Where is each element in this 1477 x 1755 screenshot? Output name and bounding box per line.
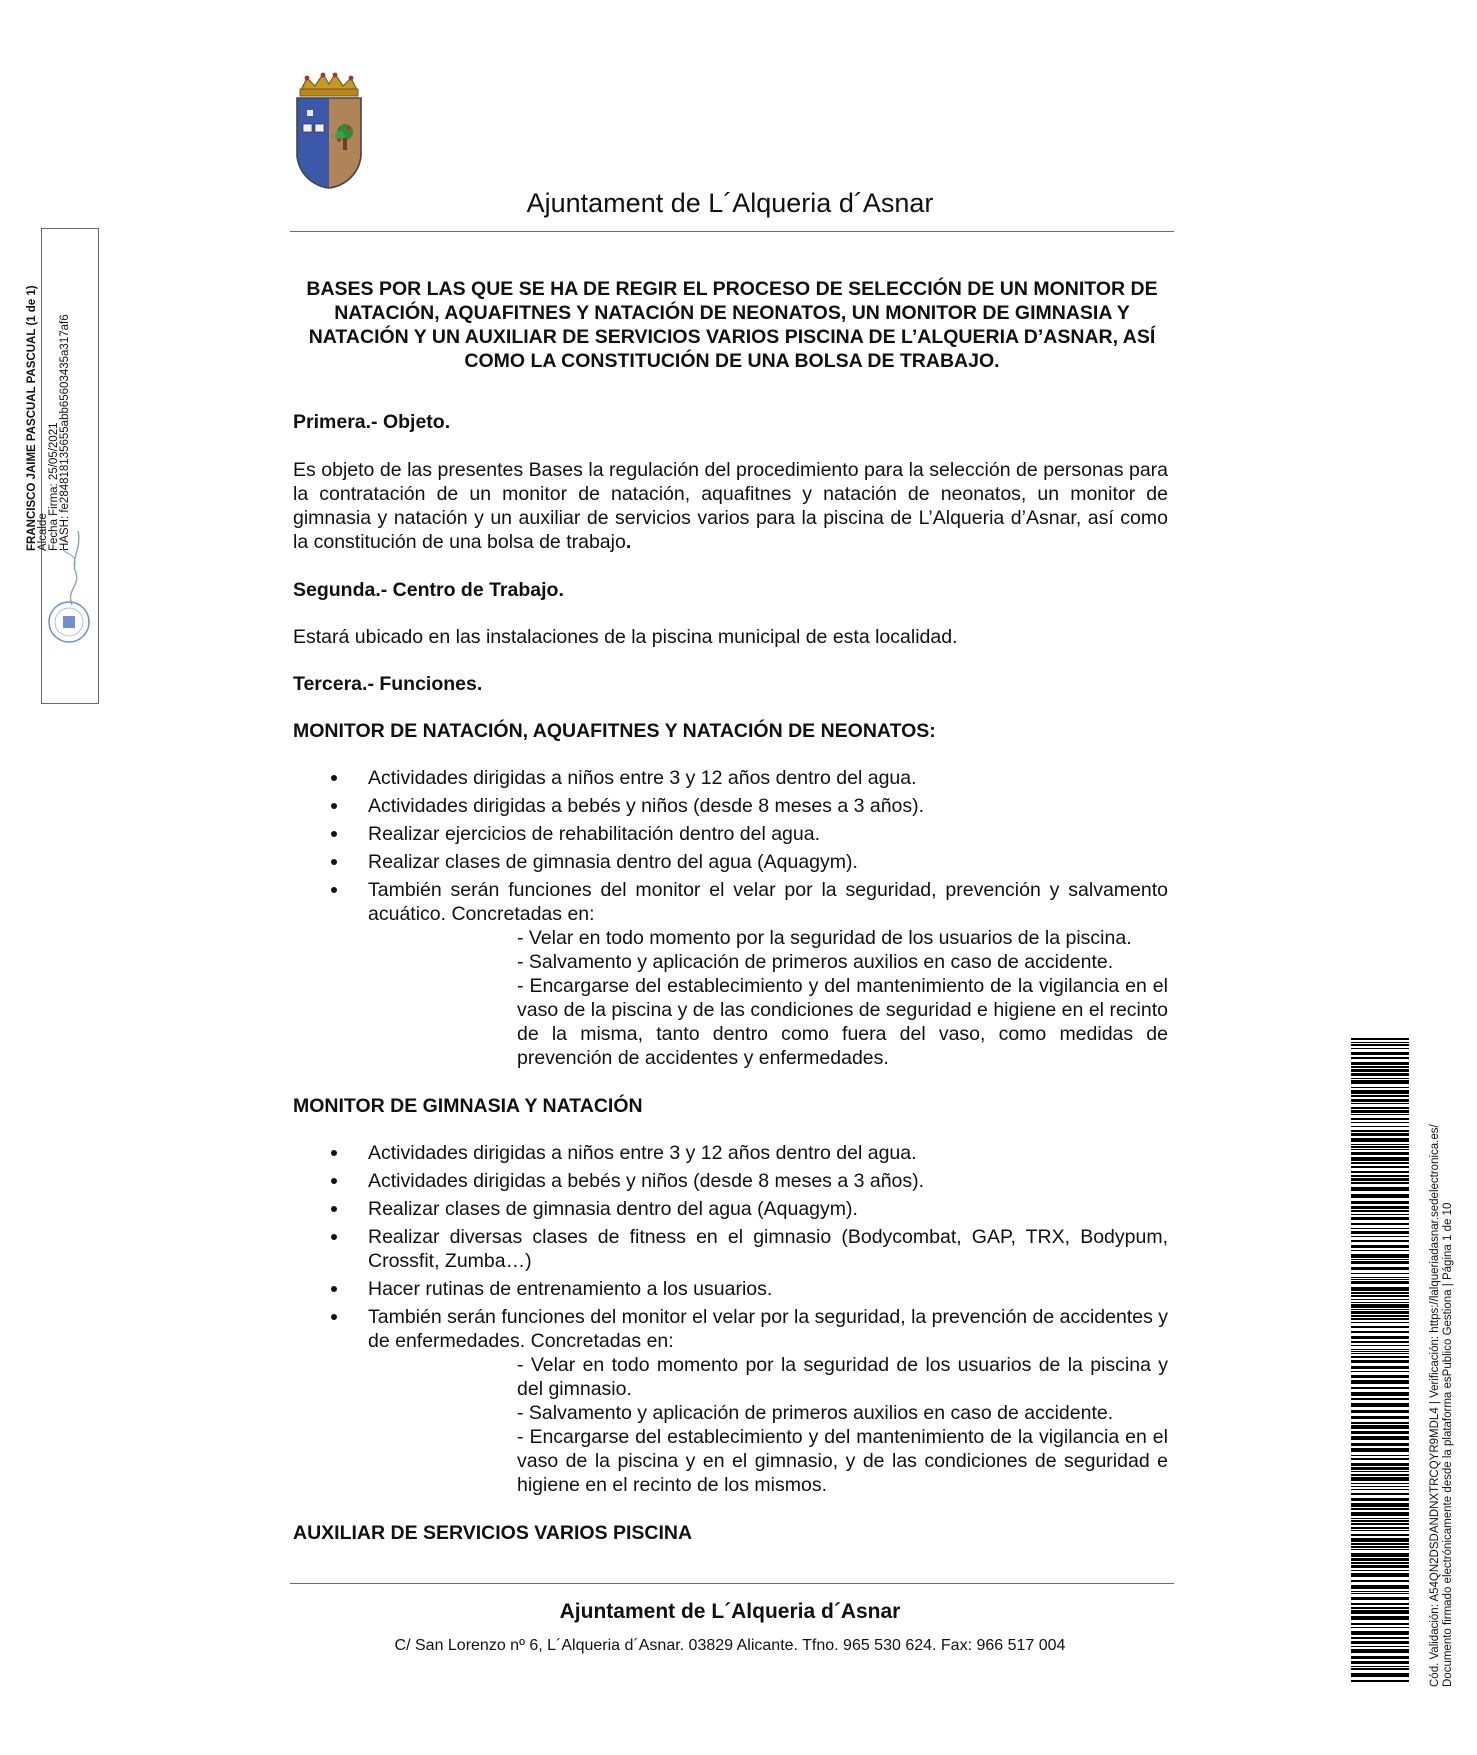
footer-org-name: Ajuntament de L´Alqueria d´Asnar: [559, 1600, 901, 1623]
barcode-bar: [1351, 1228, 1409, 1229]
barcode-bar: [1351, 1443, 1409, 1446]
barcode-bar: [1351, 1349, 1409, 1350]
barcode-bar: [1351, 1425, 1409, 1429]
footer-address: C/ San Lorenzo nº 6, L´Alqueria d´Asnar. 03829 Alicante. Tfno. 965 530 624. Fax: 966 517 004: [394, 1637, 1066, 1654]
barcode-bar: [1351, 1392, 1409, 1396]
barcode-bar: [1351, 1616, 1409, 1620]
signature-hash: HASH: fe2848181356​55abb65603435a317af6: [59, 314, 71, 551]
barcode-bar: [1351, 1387, 1409, 1389]
barcode-bar: [1351, 1463, 1409, 1466]
barcode-bar: [1351, 1309, 1409, 1310]
barcode-bar: [1351, 1351, 1409, 1352]
barcode-bar: [1351, 1668, 1409, 1670]
barcode-bar: [1351, 1318, 1409, 1320]
barcode-bar: [1351, 1498, 1409, 1501]
barcode-bar: [1351, 1254, 1409, 1258]
section-heading-funciones: Tercera.- Funciones.: [293, 673, 483, 695]
monitor2-sublist: [517, 1353, 1168, 1497]
barcode-bar: [1351, 1527, 1409, 1529]
barcode-bar: [1351, 1623, 1409, 1625]
barcode-bar: [1351, 1122, 1409, 1123]
barcode-bar: [1351, 1206, 1409, 1209]
barcode-bar: [1351, 1281, 1409, 1284]
barcode-bar: [1351, 1223, 1409, 1225]
barcode-bar: [1351, 1558, 1409, 1561]
monitor1-list: [293, 766, 1168, 1070]
verification-text: [1429, 987, 1454, 1687]
barcode-bar: [1351, 1518, 1409, 1519]
barcode-bar: [1351, 1597, 1409, 1600]
barcode-bar: [1351, 1656, 1409, 1659]
handwritten-signature-icon: [48, 529, 92, 609]
barcode-bar: [1351, 1326, 1409, 1328]
barcode-bar: [1351, 1591, 1409, 1592]
barcode-bar: [1351, 1171, 1409, 1173]
barcode-bar: [1351, 1057, 1409, 1059]
list-item: Actividades dirigidas a bebés y niños (desde 8 meses a 3 años).: [293, 1169, 1168, 1193]
barcode-bar: [1351, 1467, 1409, 1470]
sublist-item: - Encargarse del establecimiento y del mantenimiento de la vigilancia en el vaso de la piscina y de las condiciones de seguridad e higiene en el recinto de la misma, tanto dentro como fuera del vaso, como medidas de prevención de accidentes y enfermedades.: [517, 975, 1168, 1069]
official-seal-icon: [46, 599, 92, 645]
barcode-bar: [1351, 1126, 1409, 1127]
barcode-bar: [1351, 1336, 1409, 1339]
monitor1-sublist: [517, 926, 1168, 1070]
document-body: [293, 410, 1168, 1545]
barcode-bar: [1351, 1345, 1409, 1346]
barcode-bar: [1351, 1523, 1409, 1525]
barcode-bar: [1351, 1530, 1409, 1531]
barcode-bar: [1351, 1366, 1409, 1369]
barcode-bar: [1351, 1422, 1409, 1424]
barcode-bar: [1351, 1631, 1409, 1635]
barcode-bar: [1351, 1299, 1409, 1300]
barcode-bar: [1351, 1380, 1409, 1384]
barcode-bar: [1351, 1217, 1409, 1220]
barcode-bar: [1351, 1114, 1409, 1115]
barcode-bar: [1351, 1182, 1409, 1184]
barcode-bar: [1351, 1175, 1409, 1177]
barcode-bar: [1351, 1403, 1409, 1407]
barcode-bar: [1351, 1152, 1409, 1155]
barcode-bar: [1351, 1493, 1409, 1495]
barcode-bar: [1351, 1649, 1409, 1653]
verification-platform: Documento firmado electrónicamente desde la plataforma esPublico Gestiona | Página 1 de 10: [1441, 1202, 1454, 1687]
section-text-centro: Estará ubicado en las instalaciones de la piscina municipal de esta localidad.: [293, 626, 958, 648]
barcode-bar: [1351, 1149, 1409, 1150]
barcode-bar: [1351, 1398, 1409, 1400]
barcode-bar: [1351, 1553, 1409, 1557]
barcode-bar: [1351, 1133, 1409, 1136]
barcode-bar: [1351, 1042, 1409, 1043]
barcode-bar: [1351, 1267, 1409, 1270]
barcode-bar: [1351, 1448, 1409, 1452]
barcode-bar: [1351, 1187, 1409, 1191]
sublist-item: - Salvamento y aplicación de primeros auxilios en caso de accidente.: [517, 1402, 1114, 1424]
barcode-bar: [1351, 1666, 1409, 1667]
barcode-bar: [1351, 1095, 1409, 1097]
barcode-bar: [1351, 1315, 1409, 1317]
barcode-bar: [1351, 1477, 1409, 1481]
list-item: Actividades dirigidas a niños entre 3 y 12 años dentro del agua.: [293, 766, 1168, 790]
section-heading-centro: Segunda.- Centro de Trabajo.: [293, 579, 564, 601]
barcode-bar: [1351, 1302, 1409, 1303]
barcode-bar: [1351, 1311, 1409, 1314]
list-item: También serán funciones del monitor el velar por la seguridad, prevención y salvamento acuático. Concretadas en: - Velar en todo momento por la seguridad de los usuarios de la piscina. - Salvamento y aplicación de primeros auxilios en caso de accidente. - Encargarse del establecimiento y del mantenimiento de la vigilancia en el vaso de la piscina y de las condiciones de seguridad e higiene en el recinto de la misma, tanto dentro como fuera del vaso, como medidas de prevención de accidentes y enfermedades.: [293, 878, 1168, 1070]
barcode-bar: [1351, 1431, 1409, 1434]
barcode-bar: [1351, 1146, 1409, 1148]
barcode-bar: [1351, 1680, 1409, 1682]
barcode-bar: [1351, 1118, 1409, 1120]
barcode-bar: [1351, 1489, 1409, 1490]
barcode-bar: [1351, 1570, 1409, 1571]
signature-text: [27, 251, 71, 551]
barcode-bar: [1351, 1080, 1409, 1084]
barcode-bar: [1351, 1261, 1409, 1264]
barcode-bar: [1351, 1520, 1409, 1522]
footer-divider: [290, 1583, 1174, 1584]
barcode-bar: [1351, 1062, 1409, 1065]
barcode-bar: [1351, 1231, 1409, 1234]
barcode-bar: [1351, 1052, 1409, 1055]
barcode-bar: [1351, 1103, 1409, 1104]
barcode-bar: [1351, 1549, 1409, 1550]
barcode-bar: [1351, 1593, 1409, 1594]
barcode-bar: [1351, 1573, 1409, 1577]
barcode-bar: [1351, 1210, 1409, 1212]
barcode-bar: [1351, 1138, 1409, 1142]
monitor1-heading: MONITOR DE NATACIÓN, AQUAFITNES Y NATACIÓN DE NEONATOS:: [293, 720, 936, 742]
barcode-bar: [1351, 1610, 1409, 1614]
barcode-bar: [1351, 1162, 1409, 1164]
barcode-bar: [1351, 1562, 1409, 1564]
signer-name: FRANCISCO JAIME PASCUAL PASCUAL (1 de 1): [26, 285, 38, 551]
barcode-bar: [1351, 1304, 1409, 1308]
barcode-bar: [1351, 1458, 1409, 1460]
list-item: También serán funciones del monitor el velar por la seguridad, la prevención de accidentes y de enfermedades. Concretadas en: - Velar en todo momento por la seguridad de los usuarios de la piscina y del gimnasio. - Salvamento y aplicación de primeros auxilios en caso de accidente. - Encargarse del establecimiento y del mantenimiento de la vigilancia en el vaso de la piscina y en el gimnasio, y de las condiciones de seguridad e higiene en el recinto de los mismos.: [293, 1305, 1168, 1497]
sublist-item: - Velar en todo momento por la seguridad de los usuarios de la piscina y del gimnasio.: [517, 1354, 1168, 1400]
barcode-bar: [1351, 1436, 1409, 1440]
barcode-bar: [1351, 1250, 1409, 1251]
barcode-bar: [1351, 1455, 1409, 1456]
barcode-bar: [1351, 1627, 1409, 1628]
barcode-bar: [1351, 1580, 1409, 1582]
list-item: Realizar clases de gimnasia dentro del agua (Aquagym).: [293, 850, 1168, 874]
barcode-bar: [1351, 1214, 1409, 1215]
barcode-bar: [1351, 1073, 1409, 1076]
barcode-bar: [1351, 1637, 1409, 1639]
barcode-bar: [1351, 1646, 1409, 1647]
barcode-bar: [1351, 1277, 1409, 1278]
barcode-bar: [1351, 1603, 1409, 1605]
barcode-bar: [1351, 1546, 1409, 1548]
barcode-bar: [1351, 1287, 1409, 1291]
barcode-bar: [1351, 1259, 1409, 1260]
coat-of-arms-icon: [293, 72, 365, 190]
auxiliar-heading: AUXILIAR DE SERVICIOS VARIOS PISCINA: [293, 1522, 693, 1544]
list-item: Actividades dirigidas a niños entre 3 y 12 años dentro del agua.: [293, 1141, 1168, 1165]
signature-box: [26, 228, 99, 704]
sublist-item: - Encargarse del establecimiento y del mantenimiento de la vigilancia en el vaso de la piscina y en el gimnasio, y de las condiciones de seguridad e higiene en el recinto de los mismos.: [517, 1426, 1168, 1496]
document-title: BASES POR LAS QUE SE HA DE REGIR EL PROCESO DE SELECCIÓN DE UN MONITOR DE NATACIÓN, AQUAFITNES Y NATACIÓN DE NEONATOS, UN MONITOR DE GIMNASIA Y NATACIÓN Y UN AUXILIAR DE SERVICIOS VARIOS PISCINA DE L’ALQUERIA D’ASNAR, ASÍ COMO LA CONSTITUCIÓN DE UNA BOLSA DE TRABAJO.: [306, 278, 1158, 372]
barcode-bar: [1351, 1371, 1409, 1372]
barcode-bar: [1351, 1157, 1409, 1161]
barcode-bar: [1351, 1279, 1409, 1280]
barcode-bar: [1351, 1331, 1409, 1333]
barcode-bar: [1351, 1585, 1409, 1589]
barcode-bar: [1351, 1353, 1409, 1354]
barcode-bar: [1351, 1341, 1409, 1343]
barcode-bar: [1351, 1087, 1409, 1088]
section-text-objeto: Es objeto de las presentes Bases la regulación del procedimiento para la selección de personas para la contratación de un monitor de natación, aquafitnes y natación de neonatos, un monitor de gimnasia y natación y un auxiliar de servicios varios para la piscina de L’Alqueria d’Asnar, así como la constitución de una bolsa de trabajo.: [293, 459, 1168, 553]
barcode-bar: [1351, 1416, 1409, 1419]
barcode-bar: [1351, 1356, 1409, 1358]
barcode-bar: [1351, 1090, 1409, 1094]
list-item: Realizar clases de gimnasia dentro del agua (Aquagym).: [293, 1197, 1168, 1221]
barcode-bar: [1351, 1474, 1409, 1476]
barcode-bar: [1351, 1166, 1409, 1168]
barcode-bar: [1351, 1201, 1409, 1204]
barcode-bar: [1351, 1375, 1409, 1378]
barcode-bar: [1351, 1322, 1409, 1323]
barcode-bar: [1351, 1078, 1409, 1079]
barcode-bar: [1351, 1673, 1409, 1677]
barcode-bar: [1351, 1486, 1409, 1487]
header-divider: [290, 231, 1174, 232]
barcode-bar: [1351, 1178, 1409, 1181]
monitor2-list: [293, 1141, 1168, 1497]
barcode-bar: [1351, 1245, 1409, 1248]
barcode-icon: [1351, 1038, 1409, 1683]
barcode-bar: [1351, 1038, 1409, 1040]
section-heading-objeto: Primera.- Objeto.: [293, 411, 451, 433]
barcode-bar: [1351, 1066, 1409, 1068]
barcode-bar: [1351, 1044, 1409, 1046]
barcode-bar: [1351, 1508, 1409, 1510]
barcode-bar: [1351, 1069, 1409, 1072]
verification-code: Cód. Validación: A54QN2DSDANDNXTRCQYR9MDL4 | Verificación: https://lalqueriadasnar.sedelectronica.es/: [1429, 1124, 1441, 1687]
signature-date: Fecha Firma: 25/05/2021: [48, 422, 60, 551]
barcode-bar: [1351, 1360, 1409, 1363]
barcode-bar: [1351, 1503, 1409, 1507]
barcode-bar: [1351, 1240, 1409, 1242]
barcode-bar: [1351, 1607, 1409, 1609]
barcode-bar: [1351, 1295, 1409, 1297]
barcode-bar: [1351, 1273, 1409, 1274]
header-org-name: Ajuntament de L´Alqueria d´Asnar: [526, 188, 934, 218]
barcode-bar: [1351, 1110, 1409, 1113]
list-item: Hacer rutinas de entrenamiento a los usuarios.: [293, 1277, 1168, 1301]
sublist-item: - Salvamento y aplicación de primeros auxilios en caso de accidente.: [517, 951, 1114, 973]
barcode-bar: [1351, 1661, 1409, 1664]
barcode-bar: [1351, 1512, 1409, 1516]
barcode-bar: [1351, 1292, 1409, 1294]
barcode-bar: [1351, 1410, 1409, 1413]
barcode-bar: [1351, 1641, 1409, 1644]
sublist-item: - Velar en todo momento por la seguridad de los usuarios de la piscina.: [517, 927, 1132, 949]
barcode-bar: [1351, 1538, 1409, 1542]
barcode-bar: [1351, 1099, 1409, 1102]
barcode-bar: [1351, 1048, 1409, 1049]
barcode-bar: [1351, 1194, 1409, 1198]
barcode-bar: [1351, 1107, 1409, 1109]
barcode-bar: [1351, 1236, 1409, 1237]
barcode-bar: [1351, 1144, 1409, 1145]
signer-role: Alcalde: [37, 513, 49, 551]
barcode-bar: [1351, 1483, 1409, 1484]
list-item: Realizar ejercicios de rehabilitación dentro del agua.: [293, 822, 1168, 846]
barcode-bar: [1351, 1534, 1409, 1536]
barcode-bar: [1351, 1471, 1409, 1472]
barcode-bar: [1351, 1543, 1409, 1545]
list-item: Realizar diversas clases de fitness en el gimnasio (Bodycombat, GAP, TRX, Bodypum, Crossfit, Zumba…): [293, 1225, 1168, 1273]
barcode-bar: [1351, 1130, 1409, 1132]
list-item: Actividades dirigidas a bebés y niños (desde 8 meses a 3 años).: [293, 794, 1168, 818]
monitor2-heading: MONITOR DE GIMNASIA Y NATACIÓN: [293, 1095, 643, 1117]
barcode-bar: [1351, 1565, 1409, 1568]
